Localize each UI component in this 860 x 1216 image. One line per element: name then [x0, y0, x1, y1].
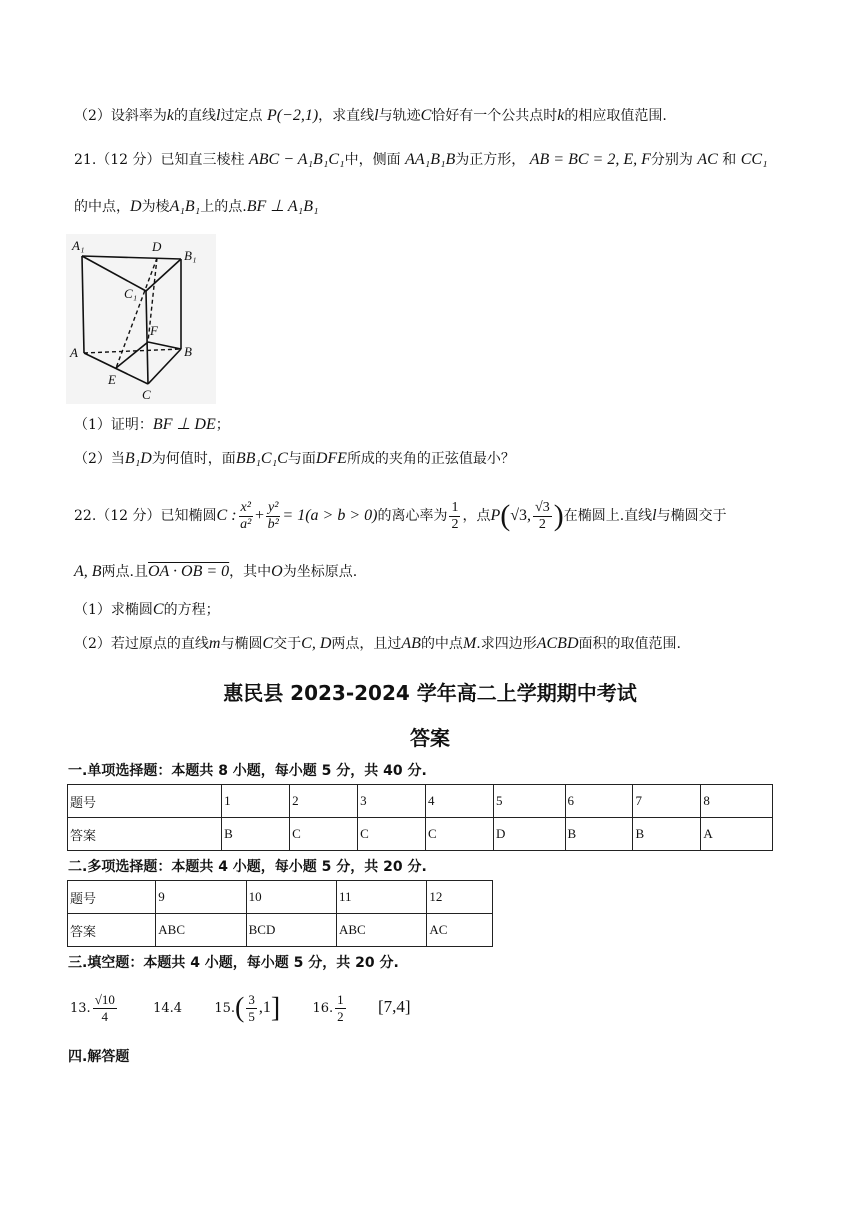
answer-13-label: 13.	[70, 1001, 91, 1016]
denominator: 2	[337, 1009, 344, 1024]
text: 为棱	[141, 199, 170, 215]
text: 与椭圆交于	[656, 508, 727, 524]
paren-left: (	[235, 992, 245, 1024]
text: 交于	[273, 636, 302, 652]
q21-line1	[74, 150, 768, 170]
math: AA₁B₁B	[405, 151, 456, 168]
math: BB₁C₁C	[235, 450, 288, 467]
text: ；	[215, 417, 230, 433]
fraction-one-half	[449, 500, 460, 533]
math: AB = BC = 2, E, F	[529, 151, 651, 168]
q22-part2	[74, 634, 681, 654]
text: 中，侧面	[344, 152, 401, 168]
section2-heading: 二.多项选择题：本题共 4 小题，每小题 5 分，共 20 分.	[68, 859, 427, 875]
text: 的离心率为	[377, 508, 448, 524]
math-vectors: OA · OB = 0	[148, 563, 230, 580]
paren-right: )	[553, 499, 564, 532]
math: = 1(a > b > 0)	[282, 507, 378, 524]
numerator: y²	[267, 499, 279, 515]
cell-number: 6	[565, 785, 633, 818]
math: l	[216, 107, 221, 124]
answer-15-label: 15.	[214, 1001, 236, 1016]
text: 上的点.	[200, 199, 247, 215]
paren-left: (	[500, 499, 511, 532]
fill-in-answers	[70, 987, 411, 1031]
math: P	[490, 507, 501, 524]
denominator: 4	[101, 1009, 108, 1024]
text: 与面	[287, 451, 316, 467]
text: ，其中	[229, 564, 272, 580]
answer-16-fraction	[335, 992, 346, 1025]
cell-answer: C	[426, 818, 494, 851]
math: BF ⊥ DE	[152, 416, 216, 433]
text: 为正方形，	[455, 152, 526, 168]
math: B₁D	[124, 450, 152, 467]
cell-answer: C	[290, 818, 358, 851]
row-label: 答案	[68, 914, 156, 947]
denominator: 5	[248, 1009, 255, 1024]
text: 所成的夹角的正弦值最小？	[346, 451, 515, 467]
cell-number: 2	[290, 785, 358, 818]
answer-16-interval: [7,4]	[377, 997, 411, 1016]
text: 22.（12 分）已知椭圆	[74, 508, 217, 524]
cell-answer: C	[358, 818, 426, 851]
fraction-y2-b2	[266, 500, 280, 533]
cell-number: 9	[156, 881, 246, 914]
math: l	[374, 107, 379, 124]
cell-answer: BCD	[246, 914, 336, 947]
denominator: b²	[267, 516, 279, 532]
math: k	[557, 107, 565, 124]
plus-sign: +	[254, 507, 264, 524]
cell-answer: ABC	[336, 914, 426, 947]
table-row-answers	[68, 914, 493, 947]
cell-number: 10	[246, 881, 336, 914]
text: 两点.且	[101, 564, 148, 580]
answer-title: 惠民县 2023-2024 学年高二上学期期中考试	[223, 681, 637, 705]
text: 分别为	[650, 152, 693, 168]
math: D	[130, 198, 142, 215]
section3-heading: 三.填空题：本题共 4 小题，每小题 5 分，共 20 分.	[68, 955, 399, 971]
answer-15-tail: ,1	[258, 999, 271, 1016]
fraction-sqrt3-2	[533, 500, 552, 533]
cell-answer: B	[222, 818, 290, 851]
numerator: 1	[451, 499, 459, 515]
text: .求四边形	[476, 636, 537, 652]
label-A1: A₁	[72, 238, 85, 253]
math: O	[271, 563, 283, 580]
text: （1）求椭圆	[74, 602, 153, 618]
cell-number: 7	[633, 785, 701, 818]
prism-figure	[66, 234, 216, 404]
math: AB	[401, 635, 421, 652]
text: 的中点，	[74, 199, 130, 215]
text: 与椭圆	[220, 636, 263, 652]
paren-right: ]	[270, 992, 281, 1024]
math: P(−2,1)	[266, 107, 319, 124]
row-label: 题号	[68, 785, 222, 818]
denominator: a²	[240, 516, 252, 532]
math: DFE	[315, 450, 347, 467]
math: C :	[216, 507, 237, 524]
numerator: √10	[94, 992, 115, 1007]
cell-number: 8	[701, 785, 773, 818]
q21-line2	[74, 197, 319, 217]
answer-15-fraction	[246, 992, 257, 1025]
text: 的中点	[420, 636, 463, 652]
cell-answer: AC	[427, 914, 493, 947]
text: 恰好有一个公共点时	[431, 108, 558, 124]
text: 两点，且过	[331, 636, 402, 652]
text: 为何值时，面	[151, 451, 236, 467]
numerator: 1	[337, 992, 344, 1007]
math: CC₁	[740, 151, 768, 168]
fraction-x2-a2	[239, 500, 253, 533]
label-A: A	[70, 345, 78, 360]
math: l	[652, 507, 657, 524]
cell-number: 5	[493, 785, 565, 818]
cell-number: 3	[358, 785, 426, 818]
math: k	[166, 107, 175, 124]
section1-heading: 一.单项选择题：本题共 8 小题，每小题 5 分，共 40 分.	[68, 763, 427, 779]
text: 为坐标原点.	[282, 564, 358, 580]
q20-part2	[74, 106, 667, 126]
math: √3,	[510, 507, 532, 524]
row-label: 答案	[68, 818, 222, 851]
cell-answer: B	[633, 818, 701, 851]
numerator: x²	[240, 499, 251, 515]
text: 的直线	[174, 108, 217, 124]
section4-heading: 四.解答题	[68, 1049, 130, 1065]
q22-line1	[74, 494, 727, 538]
text: （2）若过原点的直线	[74, 636, 209, 652]
label-E: E	[108, 372, 116, 387]
text: （2）当	[74, 451, 125, 467]
math: C	[152, 601, 164, 618]
text: ，点	[462, 508, 491, 524]
math: A, B	[74, 563, 102, 580]
text: 在椭圆上.直线	[563, 508, 653, 524]
table-row-numbers	[68, 881, 493, 914]
answer-14: 14.4	[153, 1001, 183, 1016]
label-C: C	[142, 387, 151, 402]
math: C	[262, 635, 274, 652]
text: （2）设斜率为	[74, 108, 167, 124]
label-B1: B₁	[184, 248, 197, 263]
math: ACBD	[536, 635, 579, 652]
q22-line2	[74, 562, 357, 582]
answer-16-label: 16.	[312, 1001, 334, 1016]
text: 过定点	[220, 108, 263, 124]
cell-answer: A	[701, 818, 773, 851]
cell-number: 12	[427, 881, 493, 914]
text: 的相应取值范围.	[564, 108, 667, 124]
table-row-answers	[68, 818, 773, 851]
math: AC	[697, 151, 718, 168]
cell-answer: B	[565, 818, 633, 851]
q21-part2	[74, 449, 515, 469]
text: 和	[722, 152, 737, 168]
math: A₁B₁	[169, 198, 201, 215]
denominator: 2	[538, 516, 546, 532]
q22-part1	[74, 600, 220, 620]
cell-answer: D	[493, 818, 565, 851]
math: C, D	[301, 635, 332, 652]
row-label: 题号	[68, 881, 156, 914]
text: 与轨迹	[378, 108, 421, 124]
text: （1）证明：	[74, 417, 153, 433]
section1-table	[67, 784, 773, 851]
math: M	[462, 635, 477, 652]
answer-subtitle: 答案	[410, 726, 450, 750]
label-F: F	[150, 323, 158, 338]
label-D: D	[152, 239, 162, 254]
text: ，求直线	[318, 108, 375, 124]
cell-number: 4	[426, 785, 494, 818]
math: BF ⊥ A₁B₁	[246, 198, 319, 215]
q21-part1	[74, 415, 230, 435]
denominator: 2	[451, 516, 459, 532]
text: 的方程；	[163, 602, 220, 618]
answer-13-fraction	[93, 992, 117, 1025]
label-C1: C₁	[124, 286, 138, 301]
text: 21.（12 分）已知直三棱柱	[74, 152, 245, 168]
math: C	[420, 107, 432, 124]
section2-table	[67, 880, 493, 947]
cell-number: 1	[222, 785, 290, 818]
numerator: √3	[535, 499, 550, 515]
cell-number: 11	[336, 881, 426, 914]
cell-answer: ABC	[156, 914, 246, 947]
math: ABC − A₁B₁C₁	[248, 151, 345, 168]
label-B: B	[184, 344, 192, 359]
numerator: 3	[248, 992, 255, 1007]
math: m	[208, 635, 221, 652]
text: 面积的取值范围.	[578, 636, 681, 652]
table-row-numbers	[68, 785, 773, 818]
